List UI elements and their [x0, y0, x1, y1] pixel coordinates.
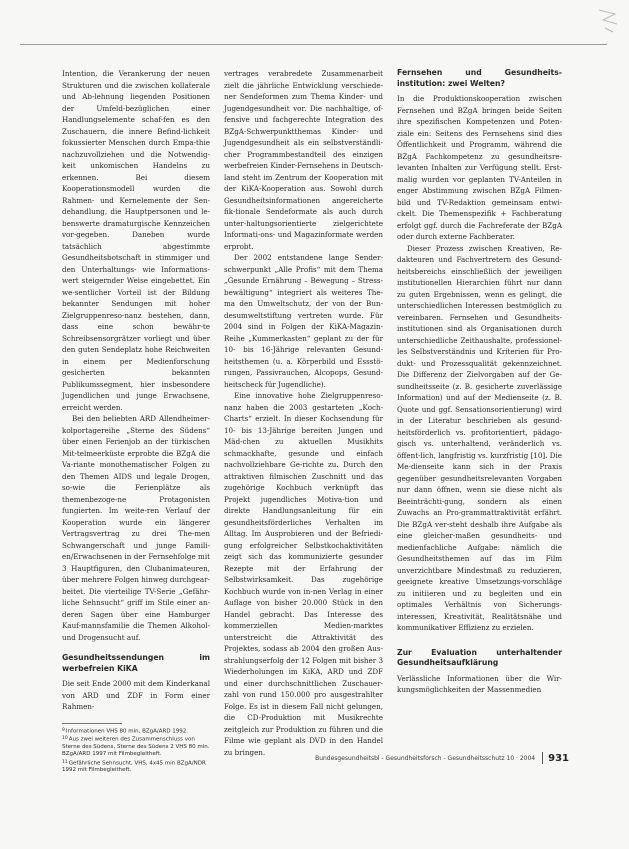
body-paragraph: Die seit Ende 2000 mit dem Kinderkanal von ARD und ZDF in Form einer Rahmen-	[62, 679, 210, 711]
body-paragraph: Bei den beliebten ARD Allendheimer-kolportagereihe „Sterne des Südens“ über einen Ferienjob an der türkischen Mit-telmeerküste erprobte die BZgA die Va-riante monothematischer Folgen zu den Themen AIDS und legale Drogen, so-wie die Ferienplätze als themenbezoge-ne Protagonisten fungierten. Im weite-ren Verlauf der Kooperation wurde ein längerer Vertragsvertrag zu drei The-men Schwangerschaft und junge Famili-en/Erwachsenen in der Fernsehfolge mit 3 Hauptfiguren, den Clubanimateuren, über mehrere Folgen hinweg durchgear-beitet. Die vierteilige TV-Serie „Gefähr-liche Sehnsucht“ griff im Stile einer an-deren Sagen über eine Hamburger Kauf-mannsfamilie die Themen Alkohol- und Drogensucht auf.	[62, 414, 210, 642]
footnote-text: Gefährliche Sehnsucht, VHS, 4x45 min BZgA/NDR 1992 mit Filmbegleitheft.	[62, 760, 206, 774]
section-heading: Gesundheitssendungen im werbefreien KiKA	[62, 653, 210, 673]
column-middle	[224, 68, 383, 758]
column-left	[62, 68, 210, 775]
footnote-text: Informationen VHS 80 min, BZgA/ARD 1992.	[65, 728, 189, 734]
section-heading: Zur Evaluation unterhaltender Gesundheitsaufklärung	[397, 647, 562, 667]
column-right	[397, 68, 562, 696]
footnote-number: 9	[62, 727, 65, 733]
body-paragraph: Intention, die Verankerung der neuen Strukturen und die zwischen kollaterale und Ab-lehnung liegenden Positionen der Umfeld-bezüglichen einer Handlungselemente schaf-fen es den Zuschauern, die innere Befind-lichkeit fokussierter Menschen durch Empa-thie nachzuvollziehen und die Notwendig-keit unkomischen Handelns zu erkennen. Bei diesem Kooperationsmodell wurden die Rahmen- und Kernelemente der Sen-dehandlung, die Hauptpersonen und le-benswerte dramaturgische Kennzeichen vor-gegeben. Daneben wurde tatsächlich abgestimmte Gesundheitsbotschaft in stimmiger und den Unterhaltungs- wie Informations-wert steigernder Weise eingebettet. Ein we-sentlicher Vorteil ist der Bildung bekannter Sendungen mit hoher Zielgruppenreso-nanz bestehen, dann, dass eine schon bewähr-te Schreibsensorgrätzer vorliegt und über den guten Sendeplatz hohe Reichweiten in einem per Medienforschung gesicherten bekannten Publikumssegment, hier insbesondere Jugendlichen und junge Erwachsene, erreicht werden.	[62, 69, 210, 412]
page-footer	[290, 752, 569, 764]
footnote	[62, 727, 210, 736]
body-paragraph: vertrages verabredete Zusammenarbeit zielt die jährliche Entwicklung verschiede-ner Sendeformen zum Thema Kinder- und Jugendgesundheit vor. Die nachhaltige, of-fensive und fachgerechte Integration des BZgA-Schwerpunktthemas Kinder- und Jugendgesundheit als ein selbstverständli-cher Programmbestandteil des einzigen werbefreien Kinder-Fernsehens in Deutsch-land steht im Zentrum der Kooperation mit der KiKA-Kooperation aus. Sowohl durch Gesundheitsinformationen angereicherte fik-tionale Sendeformate als auch durch unter-haltungsorientierte zielgerichtete Informati-ons- und Magazinformate werden erprobt.	[224, 69, 383, 251]
footnote-number: 10	[62, 736, 68, 742]
page-number: 931	[548, 752, 569, 764]
footnote-text: Aus zwei weiteren des Zusammenschluss von Sterne des Südens, Sterne des Südens 2 VHS 80 min. BZgA/ARD 1997 mit Filmbegleitheft.	[62, 736, 210, 758]
footnote	[62, 759, 210, 775]
footnote-number: 11	[62, 759, 68, 765]
footnote	[62, 735, 210, 758]
header-rule	[20, 44, 607, 45]
section-heading: Fernsehen und Gesundheits-institution: zwei Welten?	[397, 68, 562, 88]
body-paragraph: Der 2002 entstandene lange Sender-schwerpunkt „Alle Profis“ mit dem Thema „Gesunde Ernährung – Bewegung – Stress-bewältigung“ integriert als weiteres The-ma den Umweltschutz, der von der Bun-desumweltstiftung vertreten wurde. Für 2004 sind in Folgen der KiKA-Magazin-Reihe „Kummerkasten“ geplant zu der für 10- bis 16-Jährige relevanten Gesund-heitsthemen (u. a. Körperbild und Essstö-rungen, Passivrauchen, Alcopops, Gesund-heitscheck für Jugendliche).	[224, 253, 383, 389]
footnote-rule	[62, 723, 122, 724]
body-paragraph: Dieser Prozess zwischen Kreativen, Re-dakteuren und Fachvertretern des Gesund-heitsbereichs einschließlich der jeweiligen institutionellen Hierarchien führt nur dann zu guten Ergebnissen, wenn es gelingt, die unterschiedlichen Interessen bestmöglich zu vereinbaren. Fernsehen und Gesundheits-institutionen sind als Organisationen durch unterschiedliche Zeithaushalte, professionel-les Selbstverständnis und Kriterien für Pro-dukt- und Prozessqualität gekennzeichnet. Die Differenz der Zielvorgaben auf der Ge-sundheitsseite (z. B. gesicherte zuverlässige Information) und auf der Medienseite (z. B. Quote und ggf. Sensationsorientierung) wird in der Literatur beschrieben als gesund-heitsförderlich vs. profitorientiert, pädago-gisch vs. unterhaltend, veränderlich vs. öffent-lich, langfristig vs. kurzfristig [10]. Die Me-dienseite kann sich in der Praxis gegenüber gesundheitsrelevanten Vorgaben nur dann öffnen, wenn sie diese nicht als Beeinträchti-gung, sondern als einen Zuwachs an Pro-grammattraktivität erfährt. Die BZgA ver-steht deshalb ihre Aufgabe als eine gleicher-maßen gesundheits- und medienfachliche Aufgabe: nämlich die Gesundheitsthemen auf das im Film unverzichtbare Mindestmaß zu reduzieren, geeignete kreative Umsetzungs-vorschläge zu initiieren und zu begleiten und ein optimales Verhältnis von Sicherungs-interessen, Kreativität, Realitätsnähe und kommunikativer Effizienz zu erzielen.	[397, 243, 562, 632]
journal-citation: Bundesgesundheitsbl - Gesundheitsforsch - Gesundheitsschutz 10 · 2004	[315, 754, 536, 762]
body-paragraph: Eine innovative hohe Zielgruppenreso-nanz haben die 2003 gestarteten „Koch-Charts“ erzielt. In dieser Kochsendung für 10- bis 13-Jährige bereiten Jungen und Mäd-chen zu aktuellen Musikhits schmackhafte, gesunde und einfach nachvollziehbare Ge-richte zu. Durch den attraktiven filmischen Zuschnitt und das zugehörige Kochbuch verknüpft das Projekt jugendliches Motiva-tion und direkte Handlungsanleitung für ein gesundheitsförderliches Verhalten im Alltag. Im Ausprobieren und der Befriedi-gung erfolgreicher Selbstkochaktivitäten zeigt sich das kommunizierte gesunder Rezepte mit der Erfahrung der Selbstwirksamkeit. Das zugehörige Kochbuch wurde von in-nen Verlag in einer Auflage von bisher 20.000 Stück in den Handel gebracht. Das Interesse des kommerziellen Medien-marktes unterstreicht die Attraktivität des Projektes, sodass ab 2004 den großen Aus-strahlungserfolg der 12 Folgen mit bisher 3 Wiederholungen im KiKA, ARD und ZDF und einer durchschnittlichen Zuschauer-zahl von rund 150.000 pro ausgestrahlter Folge. Es ist in diesem Fall nicht gelungen, die CD-Produktion mit Musikrechte zeitgleich zur Produktion zu führen und die Filme wie geplant als DVD in den Handel zu bringen.	[224, 391, 383, 757]
body-paragraph: In die Produktionskooperation zwischen Fernsehen und BZgA bringen beide Seiten ihre spezifischen Kompetenzen und Poten-ziale ein: Seitens des Fernsehens sind dies Öffentlichkeit und Programm, während die BZgA Fachkompetenz zu gesundheitsre-levanten Inhalten zur Verfügung stellt. Erst-malig wurden vor geplanten TV-Anteilen in enger Abstimmung zwischen BZgA Filmen-bild und TV-Redaktion gemeinsam entwi-ckelt. Die Themenspezifik + Fachberatung erfolgt ggf. durch die Fachreferate der BZgA oder durch externe Fachberater.	[397, 94, 562, 241]
corner-scribble-icon	[595, 6, 621, 36]
footer-divider	[542, 752, 543, 764]
body-paragraph: Verlässliche Informationen über die Wir-kungsmöglichkeiten der Massenmedien	[397, 673, 562, 694]
